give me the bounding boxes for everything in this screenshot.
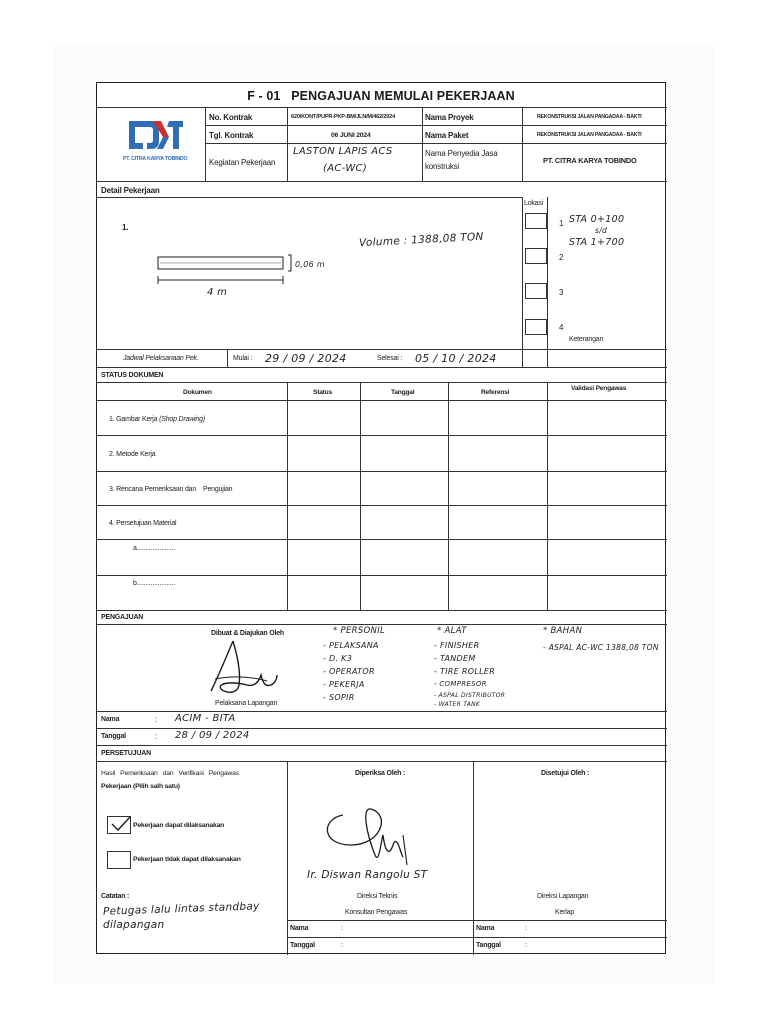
doc-row-1 [109,416,205,423]
option2-checkbox[interactable] [107,851,131,869]
konsultan-label: Konsultan Pengawas [345,909,408,916]
tgl-kontrak-value: 06 JUNI 2024 [331,132,371,139]
persetujuan-section-label: PERSETUJUAN [101,750,151,757]
dip-nama-label: Nama [290,925,309,932]
logo-company-name: PT. CITRA KARYA TOBINDO [123,156,188,162]
tanggal-colon: : [155,732,158,741]
mulai-value: 29 / 09 / 2024 [265,352,347,365]
catatan-line2: dilapangan [103,919,165,931]
direksi-lapangan-label: Direksi Lapangan [537,893,589,900]
lokasi-number-1: 1 [559,219,564,228]
option2-label[interactable]: Pekerjaan tidak dapat dilaksanakan [133,856,241,863]
nama-value: ACIM - BITA [175,713,236,724]
lokasi-box-3[interactable] [525,283,547,299]
lokasi-box-4[interactable] [525,319,547,335]
pengajuan-section-label: PENGAJUAN [101,614,144,621]
bahan-header: * BAHAN [543,626,583,636]
nama-proyek-value: REKONSTRUKSI JALAN PANGADAA - BAKTI [537,114,642,120]
col-tanggal: Tanggal [391,389,415,396]
tanggal-label: Tanggal [101,733,126,740]
lokasi-box-2[interactable] [525,248,547,264]
form-code: F - 01 [247,89,281,103]
kegiatan-value-line1: LASTON LAPIS ACS [293,146,393,157]
jadwal-label: Jadwal Pelaksanaan Pek. [123,355,199,362]
nama-paket-value: REKONSTRUKSI JALAN PANGADAA - BAKTI [537,132,642,138]
kerlap-label: Kerlap [555,909,575,916]
doc-row-3-label: 3. Rencana Pemeriksaan dan Pengujian [109,486,233,493]
doc-row-2-label: 2. Metode Kerja [109,451,156,458]
check-icon [109,815,133,833]
col-referensi: Referensi [481,389,510,396]
dip-tanggal-label: Tanggal [290,942,315,949]
personil-header: * PERSONIL [333,626,386,636]
option1-label[interactable]: Pekerjaan dapat dilaksanakan [133,822,225,829]
doc-row-1-italic: (Shop Drawing) [159,416,205,423]
no-kontrak-label: No. Kontrak [209,113,253,122]
selesai-value: 05 / 10 / 2024 [415,352,497,365]
col-validasi: Validasi Pengawas [571,385,627,392]
nama-proyek-label: Nama Proyek [425,113,474,122]
alat-item-4: - COMPRESOR [434,680,487,688]
dis-nama-colon: : [525,925,527,932]
lokasi-number-4: 4 [559,323,564,332]
personil-item-1: - PELAKSANA [323,641,379,650]
pelaksana-signature [197,635,287,701]
alat-header: * ALAT [437,626,467,636]
status-section-label: STATUS DOKUMEN [101,372,164,379]
width-text: 4 m [207,287,228,298]
personil-item-5: - SOPIR [323,693,355,702]
dip-nama-colon: : [341,925,343,932]
dis-tanggal-colon: : [525,942,527,949]
hasil-line1: Hasil Pemeriksaan dan Verifikasi Pengawas [101,770,239,777]
alat-item-3: - TIRE ROLLER [434,667,496,676]
lokasi-text-1-line2: s/d [595,226,608,235]
alat-item-6: - WATER TANK [434,701,481,708]
doc-row-1-label: 1. Gambar Kerja [109,416,158,423]
no-kontrak-value: 620/KONT/PUPR-PKP-BM/JLN/M/462/2024 [291,114,395,120]
alat-item-2: - TANDEM [434,654,476,663]
penyedia-label-line1: Nama Penyedia Jasa [425,149,498,158]
penyedia-value: PT. CITRA KARYA TOBINDO [543,156,637,165]
nama-paket-label: Nama Paket [425,131,469,140]
doc-row-6-label: b...................... [133,580,176,587]
detail-item-number: 1. [122,223,129,232]
doc-row-5-label: a...................... [133,545,176,552]
selesai-label: Selesai : [377,355,403,362]
diperiksa-label: Diperiksa Oleh : [355,770,406,777]
tgl-kontrak-label: Tgl. Kontrak [209,131,254,140]
alat-item-5: - ASPAL DISTRIBUTOR [434,692,506,699]
disetujui-label: Disetujui Oleh : [541,770,590,777]
direksi-teknis-label: Direksi Teknis [357,893,398,900]
dip-tanggal-colon: : [341,942,343,949]
catatan-label: Catatan : [101,893,130,900]
form-title-text: PENGAJUAN MEMULAI PEKERJAAN [291,89,515,103]
volume-text: Volume : 1388,08 TON [358,230,484,250]
lokasi-text-1-line3: STA 1+700 [569,237,625,248]
col-dokumen: Dokumen [183,389,212,396]
pelaksana-label: Pelaksana Lapangan [215,700,278,707]
detail-section-label: Detail Pekerjaan [101,186,160,195]
dis-nama-label: Nama [476,925,495,932]
company-logo [117,115,189,171]
dibuat-label: Dibuat & Diajukan Oleh [211,630,284,637]
alat-item-1: - FINISHER [434,641,480,650]
kegiatan-value-line2: (AC-WC) [323,163,368,174]
lokasi-label: Lokasi [524,200,544,207]
hasil-line2: Pekerjaan (Pilih salh satu) [101,783,180,790]
nama-colon: : [155,715,158,724]
dis-tanggal-label: Tanggal [476,942,501,949]
doc-row-4-label: 4. Persetujuan Material [109,520,177,527]
diperiksa-name: Ir. Diswan Rangolu ST [307,869,428,881]
lokasi-box-1[interactable] [525,213,547,229]
mulai-label: Mulai : [233,355,253,362]
tanggal-value: 28 / 09 / 2024 [175,730,250,741]
personil-item-4: - PEKERJA [323,680,365,689]
personil-item-2: - D. K3 [323,654,353,663]
logo-mark-icon [117,115,189,155]
keterangan-label: Keterangan [569,336,604,343]
bahan-item-1: - ASPAL AC-WC 1388,08 TON [543,643,659,652]
thickness-text: 0,06 m [295,260,325,269]
lokasi-text-1-line1: STA 0+100 [569,214,625,225]
kegiatan-label: Kegiatan Pekerjaan [209,158,276,167]
personil-item-3: - OPERATOR [323,667,375,676]
form-title [97,89,665,103]
penyedia-label-line2: konstruksi [425,162,460,171]
pavement-sketch-icon [152,251,322,299]
lokasi-number-3: 3 [559,288,564,297]
lokasi-number-2: 2 [559,253,564,262]
form-f01 [96,82,666,954]
col-status: Status [313,389,332,396]
nama-label: Nama [101,716,120,723]
catatan-line1: Petugas lalu lintas standbay [102,900,260,918]
